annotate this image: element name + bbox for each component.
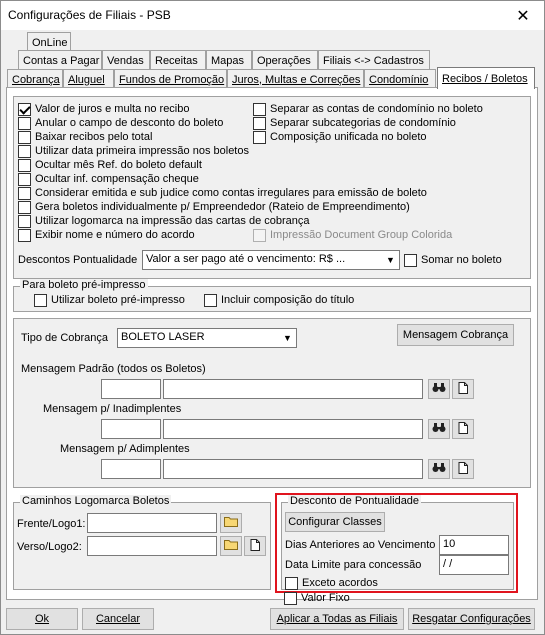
- msg-padrao-code-input[interactable]: [101, 379, 161, 399]
- window-title: Configurações de Filiais - PSB: [8, 8, 171, 22]
- checkbox[interactable]: [18, 131, 31, 144]
- msg-adim-label: Mensagem p/ Adimplentes: [60, 443, 190, 455]
- option-label: Exceto acordos: [302, 577, 378, 589]
- checkbox[interactable]: [285, 577, 298, 590]
- button-label: Aplicar a Todas as Filiais: [276, 613, 398, 625]
- select-value: BOLETO LASER: [121, 331, 205, 343]
- option-label: Separar as contas de condomínio no boleto: [270, 103, 483, 115]
- msg-adim-search-button[interactable]: [428, 459, 450, 479]
- tipo-cobranca-label: Tipo de Cobrança: [21, 332, 109, 344]
- checkbox[interactable]: [18, 145, 31, 158]
- checkbox[interactable]: [284, 592, 297, 605]
- group-title: Desconto de Pontualidade: [290, 495, 420, 507]
- options-group: [13, 96, 531, 279]
- option-label: Anular o campo de desconto do boleto: [35, 117, 224, 129]
- opt-valor-juros[interactable]: [18, 102, 190, 116]
- checkbox[interactable]: [253, 103, 266, 116]
- button-label: Resgatar Configurações: [412, 613, 531, 625]
- checkbox[interactable]: [18, 159, 31, 172]
- msg-padrao-text-input[interactable]: [163, 379, 423, 399]
- ok-button[interactable]: [6, 608, 78, 630]
- resgatar-button[interactable]: [408, 608, 535, 630]
- checkbox[interactable]: [18, 117, 31, 130]
- option-label: Baixar recibos pelo total: [35, 131, 153, 143]
- tab-label: Operações: [257, 54, 311, 67]
- option-label: Gera boletos individualmente p/ Empreendedor (Rateio de Empreendimento): [35, 201, 410, 213]
- opt-gera-boletos[interactable]: [18, 200, 410, 214]
- opt-logomarca-cartas[interactable]: [18, 214, 310, 228]
- tab-label: Recibos / Boletos: [442, 72, 528, 85]
- msg-padrao-label: Mensagem Padrão (todos os Boletos): [21, 363, 206, 375]
- pre-impresso-group: [13, 279, 531, 312]
- tipo-cobranca-select[interactable]: [117, 328, 297, 348]
- opt-valor-fixo[interactable]: [284, 591, 350, 605]
- tab-label: Condomínio: [369, 73, 429, 86]
- group-title: Caminhos Logomarca Boletos: [22, 495, 170, 507]
- close-icon: ✕: [516, 7, 530, 25]
- cobranca-group: [13, 318, 531, 488]
- msg-inad-label: Mensagem p/ Inadimplentes: [43, 403, 182, 415]
- msg-padrao-new-button[interactable]: [452, 379, 474, 399]
- verso-new-button[interactable]: [244, 536, 266, 556]
- tab-label: Fundos de Promoção: [119, 73, 225, 86]
- tab-label: OnLine: [32, 36, 68, 49]
- button-label: Configurar Classes: [288, 516, 382, 528]
- data-limite-input[interactable]: [439, 555, 509, 575]
- tab-online[interactable]: [27, 32, 71, 52]
- tab-panel: [6, 87, 538, 604]
- chevron-down-icon: ▼: [279, 329, 296, 347]
- opt-impressao-dg: [253, 228, 452, 242]
- checkbox: [253, 229, 266, 242]
- tab-filiais-cadastros[interactable]: [318, 50, 430, 70]
- title-bar: [1, 1, 544, 30]
- group-title: Para boleto pré-impresso: [22, 279, 146, 291]
- data-limite-label: Data Limite para concessão: [285, 559, 422, 571]
- tab-label: Aluguel: [68, 73, 105, 86]
- tab-label: Mapas: [211, 54, 245, 67]
- select-value: Valor a ser pago até o vencimento: R$ ...: [146, 253, 346, 265]
- msg-adim-new-button[interactable]: [452, 459, 474, 479]
- tab-label: Vendas: [107, 54, 144, 67]
- folder-icon: [224, 539, 238, 553]
- option-label: Composição unificada no boleto: [270, 131, 427, 143]
- frente-path-input[interactable]: [87, 513, 217, 533]
- verso-path-input[interactable]: [87, 536, 217, 556]
- opt-exceto-acordos[interactable]: [285, 576, 378, 590]
- option-label: Ocultar inf. compensação cheque: [35, 173, 199, 185]
- opt-considerar-emitida[interactable]: [18, 186, 427, 200]
- frente-browse-button[interactable]: [220, 513, 242, 533]
- checkbox[interactable]: [18, 201, 31, 214]
- option-label: Valor de juros e multa no recibo: [35, 103, 190, 115]
- option-label: Somar no boleto: [421, 254, 502, 266]
- option-label: Ocultar mês Ref. do boleto default: [35, 159, 202, 171]
- document-icon: [458, 422, 468, 437]
- document-icon: [458, 382, 468, 397]
- checkbox[interactable]: [34, 294, 47, 307]
- checkbox[interactable]: [18, 187, 31, 200]
- checkbox[interactable]: [18, 215, 31, 228]
- tab-operacoes[interactable]: [252, 50, 318, 70]
- button-label: Ok: [34, 613, 50, 625]
- configurar-classes-button[interactable]: [285, 512, 385, 532]
- binoculars-icon: [432, 383, 446, 396]
- opt-separar-subcategorias[interactable]: [253, 116, 456, 130]
- checkbox[interactable]: [18, 173, 31, 186]
- opt-composicao-unificada[interactable]: [253, 130, 427, 144]
- tab-vendas[interactable]: [102, 50, 150, 70]
- tab-label: Filiais <-> Cadastros: [323, 54, 424, 67]
- close-button[interactable]: [502, 1, 544, 30]
- document-icon: [250, 539, 260, 554]
- tab-label: Cobrança: [12, 73, 60, 86]
- msg-padrao-search-button[interactable]: [428, 379, 450, 399]
- opt-exibir-acordo[interactable]: [18, 228, 195, 242]
- checkbox[interactable]: [404, 254, 417, 267]
- opt-incluir-composicao[interactable]: [204, 293, 354, 307]
- descontos-label: Descontos Pontualidade: [18, 254, 138, 266]
- binoculars-icon: [432, 463, 446, 476]
- option-label: Utilizar data primeira impressão nos boletos: [35, 145, 249, 157]
- checkbox[interactable]: [253, 117, 266, 130]
- tab-receitas[interactable]: [150, 50, 206, 70]
- opt-baixar-recibos[interactable]: [18, 130, 152, 144]
- msg-adim-code-input[interactable]: [101, 459, 161, 479]
- tab-mapas[interactable]: [206, 50, 252, 70]
- tab-aluguel[interactable]: [63, 69, 114, 89]
- binoculars-icon: [432, 423, 446, 436]
- tab-label: Receitas: [155, 54, 198, 67]
- option-label: Utilizar logomarca na impressão das cartas de cobrança: [35, 215, 310, 227]
- descontos-select[interactable]: [142, 250, 400, 270]
- input-value: / /: [443, 558, 453, 570]
- folder-icon: [224, 516, 238, 530]
- opt-separar-condominio[interactable]: [253, 102, 483, 116]
- opt-ocultar-cheque[interactable]: [18, 172, 199, 186]
- logos-group: [13, 495, 271, 590]
- option-label: Valor Fixo: [301, 592, 350, 604]
- tab-condominio[interactable]: [364, 69, 436, 89]
- checkbox[interactable]: [204, 294, 217, 307]
- option-label: Separar subcategorias de condomínio: [270, 117, 456, 129]
- button-label: Mensagem Cobrança: [402, 329, 509, 341]
- option-label: Impressão Document Group Colorida: [270, 229, 453, 241]
- desconto-group: [281, 495, 514, 590]
- document-icon: [458, 462, 468, 477]
- dias-label: Dias Anteriores ao Vencimento: [285, 539, 436, 551]
- button-label: Cancelar: [95, 613, 141, 625]
- chevron-down-icon: ▼: [382, 251, 399, 269]
- frente-label: Frente/Logo1:: [17, 518, 86, 530]
- msg-adim-text-input[interactable]: [163, 459, 423, 479]
- tab-fundos-promocao[interactable]: [114, 69, 227, 89]
- aplicar-todas-button[interactable]: [270, 608, 404, 630]
- opt-data-primeira[interactable]: [18, 144, 249, 158]
- option-label: Incluir composição do título: [221, 294, 355, 306]
- msg-inad-code-input[interactable]: [101, 419, 161, 439]
- input-value: 10: [443, 538, 456, 550]
- opt-utilizar-pre-impresso[interactable]: [34, 293, 185, 307]
- checkbox[interactable]: [18, 229, 31, 242]
- opt-somar-boleto[interactable]: [404, 253, 502, 267]
- tab-contas-a-pagar[interactable]: [18, 50, 102, 70]
- tab-juros-multas[interactable]: [227, 69, 364, 89]
- opt-ocultar-mes[interactable]: [18, 158, 202, 172]
- checkbox[interactable]: [18, 103, 31, 116]
- cancelar-button[interactable]: [82, 608, 154, 630]
- dias-input[interactable]: [439, 535, 509, 555]
- checkbox[interactable]: [253, 131, 266, 144]
- opt-anular-desconto[interactable]: [18, 116, 223, 130]
- msg-inad-new-button[interactable]: [452, 419, 474, 439]
- option-label: Exibir nome e número do acordo: [35, 229, 195, 241]
- option-label: Considerar emitida e sub judice como contas irregulares para emissão de boleto: [35, 187, 427, 199]
- tab-label: Contas a Pagar: [23, 54, 100, 67]
- msg-inad-text-input[interactable]: [163, 419, 423, 439]
- tab-label: Juros, Multas e Correções: [232, 73, 361, 86]
- mensagem-cobranca-button[interactable]: [397, 324, 514, 346]
- tab-cobranca[interactable]: [7, 69, 63, 89]
- verso-browse-button[interactable]: [220, 536, 242, 556]
- msg-inad-search-button[interactable]: [428, 419, 450, 439]
- verso-label: Verso/Logo2:: [17, 541, 82, 553]
- option-label: Utilizar boleto pré-impresso: [51, 294, 185, 306]
- tab-recibos-boletos[interactable]: [437, 67, 535, 89]
